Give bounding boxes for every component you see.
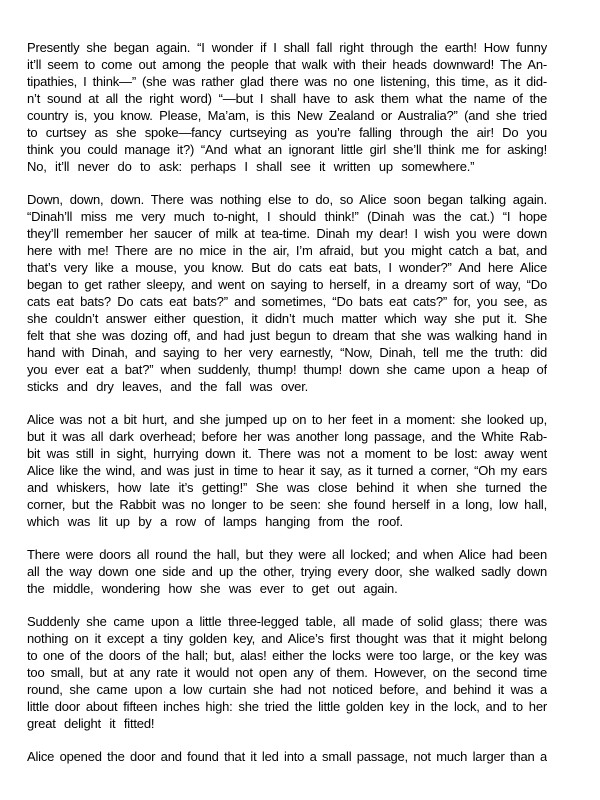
text-line: all the way down one side and up the other, trying every door, she walked sadly down	[27, 564, 547, 579]
text-line: they’ll remember her saucer of milk at tea-time. Dinah my dear! I wish you were down	[27, 226, 547, 241]
paragraph	[27, 546, 547, 597]
text-line: began to get rather sleepy, and went on saying to herself, in a dreamy sort of way, “Do	[27, 277, 547, 292]
paragraph	[27, 191, 547, 395]
text-line: too small, but at any rate it would not open any of them. However, on the second time	[27, 665, 547, 680]
text-line: it’ll seem to come out among the people that walk with their heads downward! The An-	[27, 57, 547, 72]
text-line: Down, down, down. There was nothing else to do, so Alice soon began talking again.	[27, 192, 547, 207]
text-line: Presently she began again. “I wonder if I shall fall right through the earth! How funny	[27, 40, 547, 55]
text-line: felt that she was dozing off, and had just begun to dream that she was walking hand in	[27, 328, 547, 343]
text-line: There were doors all round the hall, but they were all locked; and when Alice had been	[27, 547, 547, 562]
text-line: No, it’ll never do to ask: perhaps I shall see it written up somewhere.”	[27, 159, 475, 174]
text-line: that’s very like a mouse, you know. But do cats eat bats, I wonder?” And here Alice	[27, 260, 547, 275]
text-line: to curtsey as she spoke—fancy curtseying as you’re falling through the air! Do you	[27, 125, 547, 140]
text-line: she couldn’t answer either question, it didn’t much matter which way she put it. She	[27, 311, 547, 326]
text-line: hand with Dinah, and saying to her very earnestly, “Now, Dinah, tell me the truth: did	[27, 345, 547, 360]
text-line: and whiskers, how late it’s getting!” She was close behind it when she turned the	[27, 480, 547, 495]
text-line: you ever eat a bat?” when suddenly, thump! thump! down she came upon a heap of	[27, 362, 547, 377]
text-line: to one of the doors of the hall; but, alas! either the locks were too large, or the key was	[27, 648, 547, 663]
paragraph	[27, 39, 547, 175]
text-line: Alice opened the door and found that it led into a small passage, not much larger than a	[27, 749, 547, 764]
text-line: country is, you know. Please, Ma’am, is this New Zealand or Australia?” (and she tried	[27, 108, 547, 123]
text-line: which was lit up by a row of lamps hanging from the roof.	[27, 514, 403, 529]
text-line: the middle, wondering how she was ever to get out again.	[27, 581, 398, 596]
text-line: tipathies, I think—” (she was rather glad there was no one listening, this time, as it did-	[27, 74, 547, 89]
text-line: Alice like the wind, and was just in time to hear it say, as it turned a corner, “Oh my ears	[27, 463, 547, 478]
text-line: sticks and dry leaves, and the fall was over.	[27, 379, 309, 394]
text-line: corner, but the Rabbit was no longer to be seen: she found herself in a long, low hall,	[27, 497, 547, 512]
text-line: round, she came upon a low curtain she had not noticed before, and behind it was a	[27, 682, 547, 697]
paragraph	[27, 411, 547, 530]
page-text	[27, 39, 547, 765]
paragraph	[27, 748, 547, 765]
text-line: cats eat bats? Do cats eat bats?” and sometimes, “Do bats eat cats?” for, you see, as	[27, 294, 547, 309]
text-line: great delight it fitted!	[27, 716, 155, 731]
text-line: little door about fifteen inches high: she tried the little golden key in the lock, and to her	[27, 699, 547, 714]
text-line: nothing on it except a tiny golden key, and Alice’s first thought was that it might belong	[27, 631, 547, 646]
text-line: “Dinah’ll miss me very much to-night, I should think!” (Dinah was the cat.) “I hope	[27, 209, 547, 224]
text-line: Suddenly she came upon a little three-legged table, all made of solid glass; there was	[27, 614, 547, 629]
paragraph	[27, 613, 547, 732]
text-line: bit was still in sight, hurrying down it. There was not a moment to be lost: away went	[27, 446, 547, 461]
text-line: but it was all dark overhead; before her was another long passage, and the White Rab-	[27, 429, 547, 444]
text-line: Alice was not a bit hurt, and she jumped up on to her feet in a moment: she looked up,	[27, 412, 547, 427]
text-line: here with me! There are no mice in the air, I’m afraid, but you might catch a bat, and	[27, 243, 547, 258]
text-line: think you could manage it?) “And what an ignorant little girl she’ll think me for asking!	[27, 142, 547, 157]
text-line: n’t sound at all the right word) “—but I shall have to ask them what the name of the	[27, 91, 547, 106]
